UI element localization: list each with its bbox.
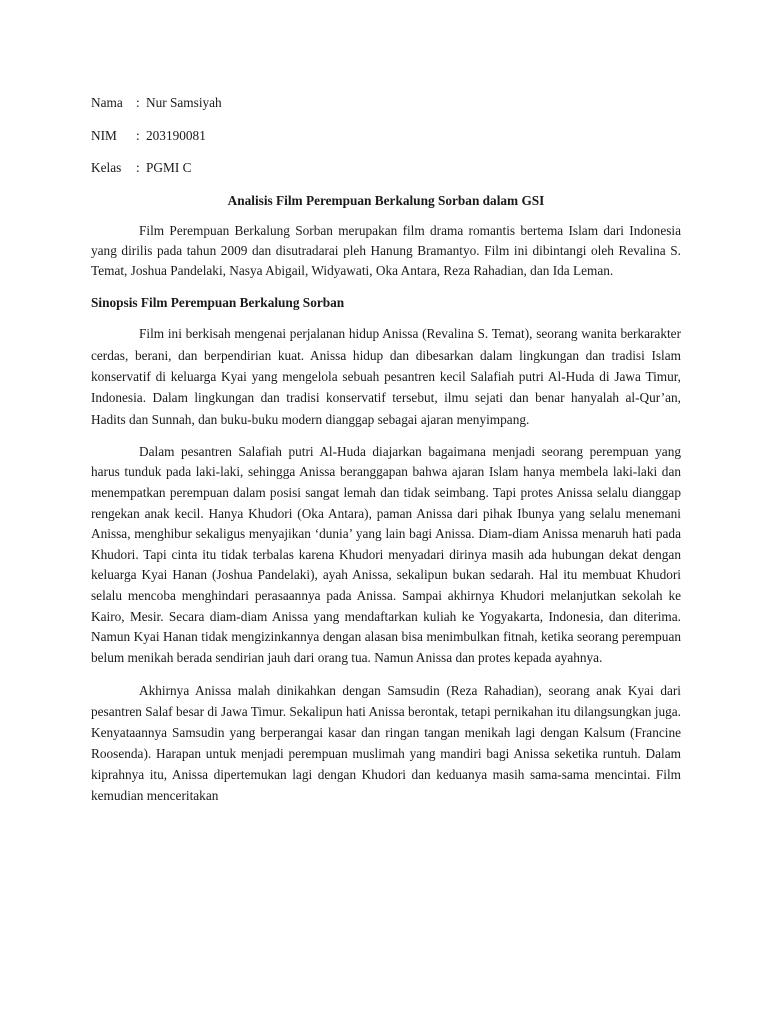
sinopsis-paragraph-3: Akhirnya Anissa malah dinikahkan dengan Samsudin (Reza Rahadian), seorang anak Kyai dari pesantren Salaf besar di Jawa Timur. Sekalipun hati Anissa berontak, tetapi pernikahan itu dilangsungkan juga. Kenyataannya Samsudin yang berperangai kasar dan ringan tangan menikah lagi dengan Kalsum (Francine Roosenda). Harapan untuk menjadi perempuan muslimah yang mandiri bagi Anissa seketika runtuh. Dalam kiprahnya itu, Anissa dipertemukan lagi dengan Khudori dan keduanya masih sama-sama mencintai. Film kemudian menceritakan [91,683,681,804]
document-content [91,93,681,818]
class-label: Kelas [91,160,122,175]
name-separator: : [136,95,140,110]
nim-label: NIM [91,127,117,143]
nim-separator: : [136,127,140,143]
student-nim-row [91,126,681,146]
class-value: PGMI C [146,160,192,175]
document-title: Analisis Film Perempuan Berkalung Sorban dalam GSI [227,192,545,208]
sinopsis-paragraph-2: Dalam pesantren Salafiah putri Al-Huda diajarkan bagaimana menjadi seorang perempuan yang harus tunduk pada laki-laki, sehingga Anissa beranggapan bahwa ajaran Islam hanya membela laki-laki dan menempatkan perempuan dalam posisi sangat lemah dan tidak seimbang. Tapi protes Anissa selalu dianggap rengekan anak kecil. Hanya Khudori (Oka Antara), paman Anissa dari pihak Ibunya yang selalu menemani Anissa, menghibur sekaligus menyajikan ‘dunia’ yang lain bagi Anissa. Diam-diam Anissa menaruh hati pada Khudori. Tapi cinta itu tidak terbalas karena Khudori menyadari dirinya masih ada hubungan dekat dengan keluarga Kyai Hanan (Joshua Pandelaki), ayah Anissa, sekalipun bukan sedarah. Hal itu membuat Khudori selalu mencoba menghindari perasaannya pada Anissa. Sampai akhirnya Khudori melanjutkan sekolah ke Kairo, Mesir. Secara diam-diam Anissa yang mendaftarkan kuliah ke Yogyakarta, Indonesia, dan diterima. Namun Kyai Hanan tidak mengizinkannya dengan alasan bisa menimbulkan fitnah, ketika seorang perempuan belum menikah berada sendirian jauh dari orang tua. Namun Anissa dan protes kepada ayahnya. [91,443,681,665]
sinopsis-paragraph-1: Film ini berkisah mengenai perjalanan hidup Anissa (Revalina S. Temat), seorang wanita berkarakter cerdas, berani, dan berpendirian kuat. Anissa hidup dan dibesarkan dalam lingkungan dan tradisi Islam konservatif di keluarga Kyai yang mengelola sebuah pesantren kecil Salafiah putri Al-Huda di Jawa Timur, Indonesia. Dalam lingkungan dan tradisi konservatif tersebut, ilmu sejati dan benar hanyalah al-Qur’an, Hadits dan Sunnah, dan buku-buku modern dianggap sebagai ajaran menyimpang. [91,326,681,427]
name-value: Nur Samsiyah [146,95,222,110]
student-name-row [91,93,681,113]
class-separator: : [136,160,140,175]
name-label: Nama [91,95,123,110]
nim-value: 203190081 [146,127,206,143]
intro-paragraph: Film Perempuan Berkalung Sorban merupakan film drama romantis bertema Islam dari Indonesia yang dirilis pada tahun 2009 dan disutradarai pleh Hanung Bramantyo. Film ini dibintangi oleh Revalina S. Temat, Joshua Pandelaki, Nasya Abigail, Widyawati, Oka Antara, Reza Rahadian, dan Ida Leman. [91,222,681,279]
student-class-row [91,158,681,178]
section-heading: Sinopsis Film Perempuan Berkalung Sorban [91,295,345,311]
